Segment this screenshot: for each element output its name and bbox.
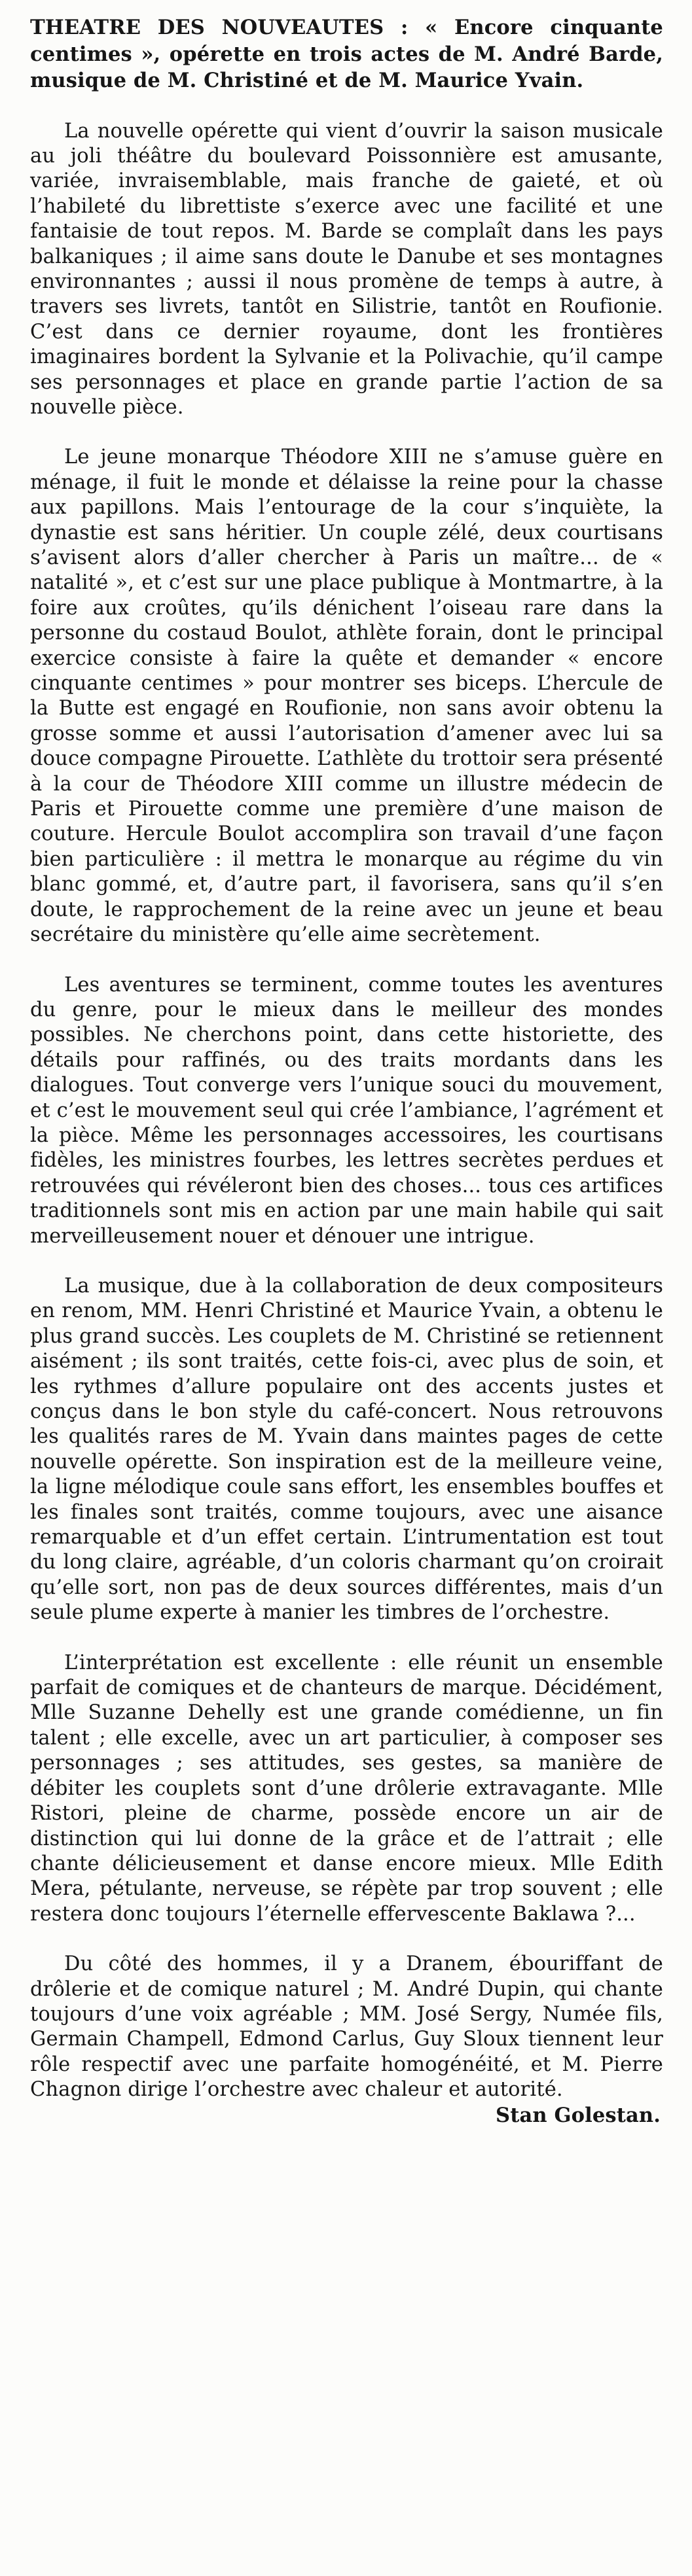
spacer [30,1249,663,1274]
spacer [30,420,663,445]
article-paragraph-6: Du côté des hommes, il y a Dranem, ébouriffant de drôlerie et de comique naturel ; M. André Dupin, qui chante toujours d’une voix agréable ; MM. José Sergy, Numée fils, Germain Champell, Edmond Carlus, Guy Sloux tiennent leur rôle respectif avec une parfaite homogénéité, et M. Pierre Chagnon dirige l’orchestre avec chaleur et autorité. [30,1952,663,2102]
spacer [30,948,663,973]
spacer [30,1626,663,1651]
author-signature: Stan Golestan. [496,2103,661,2127]
article-title: THEATRE DES NOUVEAUTES : « Encore cinquante centimes », opérette en trois actes de M. André Barde, musique de M. Christiné et de M. Maurice Yvain. [30,16,663,92]
article-paragraph-5: L’interprétation est excellente : elle réunit un ensemble parfait de comiques et de chanteurs de marque. Décidément, Mlle Suzanne Dehelly est une grande comédienne, un fin talent ; elle excelle, avec un art particulier, à composer ses personnages ; ses attitudes, ses gestes, sa manière de débiter les couplets sont d’une drôlerie extravagante. Mlle Ristori, pleine de charme, possède encore un air de distinction qui lui donne de la grâce et de l’attrait ; elle chante délicieusement et danse encore mieux. Mlle Edith Mera, pétulante, nerveuse, se répète par trop souvent ; elle restera donc toujours l’éternelle effervescente Baklawa ?... [30,1651,663,1926]
spacer [30,94,663,119]
article-paragraph-4: La musique, due à la collaboration de deux compositeurs en renom, MM. Henri Christiné et Maurice Yvain, a obtenu le plus grand succès. Les couplets de M. Christiné se retiennent aisément ; ils sont traités, cette fois-ci, avec plus de soin, et les rythmes d’allure populaire ont des accents justes et conçus dans le bon style du café-concert. Nous retrouvons les qualités rares de M. Yvain dans maintes pages de cette nouvelle opérette. Son inspiration est de la meilleure veine, la ligne mélodique coule sans effort, les ensembles bouffes et les finales sont traités, comme toujours, avec une aisance remarquable et d’un effet certain. L’intrumentation est tout du long claire, agréable, d’un coloris charmant qu’on croirait qu’elle sort, non pas de deux sources différentes, mais d’un seule plume experte à manier les timbres de l’orchestre. [30,1274,663,1625]
spacer [30,1927,663,1952]
article-paragraph-2: Le jeune monarque Théodore XIII ne s’amuse guère en ménage, il fuit le monde et délaisse la reine pour la chasse aux papillons. Mais l’entourage de la cour s’inquiète, la dynastie est sans héritier. Un couple zélé, deux courtisans s’avisent alors d’aller chercher à Paris un maître... de « natalité », et c’est sur une place publique à Montmartre, à la foire aux croûtes, qu’ils dénichent l’oiseau rare dans la personne du costaud Boulot, athlète forain, dont le principal exercice consiste à faire la quête et demander « encore cinquante centimes » pour montrer ses biceps. L’hercule de la Butte est engagé en Roufionie, non sans avoir obtenu la grosse somme et aussi l’autorisation d’amener avec lui sa douce compagne Pirouette. L’athlète du trottoir sera présenté à la cour de Théodore XIII comme un illustre médecin de Paris et Pirouette comme une première d’une maison de couture. Hercule Boulot accomplira son travail d’une façon bien particulière : il mettra le monarque au régime du vin blanc gommé, et, d’autre part, il favorisera, sans qu’il s’en doute, le rapprochement de la reine avec un jeune et beau secrétaire du ministère qu’elle aime secrètement. [30,446,663,947]
article-paragraph-1: La nouvelle opérette qui vient d’ouvrir la saison musicale au joli théâtre du boulevard Poissonnière est amusante, variée, invraisemblable, mais franche de gaieté, et où l’habileté du librettiste s’exerce avec une facilité et une fantaisie de tout repos. M. Barde se complaît dans les pays balkaniques ; il aime sans doute le Danube et ses montagnes environnantes ; aussi il nous promène de temps à autre, à travers ses livrets, tantôt en Silistrie, tantôt en Roufionie. C’est dans ce dernier royaume, dont les frontières imaginaires bordent la Sylvanie et la Polivachie, qu’il campe ses personnages et place en grande partie l’action de sa nouvelle pièce. [30,119,663,419]
article-paragraph-3: Les aventures se terminent, comme toutes les aventures du genre, pour le mieux dans le meilleur des mondes possibles. Ne cherchons point, dans cette historiette, des détails pour raffinés, ou des traits mordants dans les dialogues. Tout converge vers l’unique souci du mouvement, et c’est le mouvement seul qui crée l’ambiance, l’agrément et la pièce. Même les personnages accessoires, les courtisans fidèles, les ministres fourbes, les lettres secrètes perdues et retrouvées qui révéleront bien des choses... tous ces artifices traditionnels sont mis en action par une main habile qui sait merveilleusement nouer et dénouer une intrigue. [30,973,663,1248]
